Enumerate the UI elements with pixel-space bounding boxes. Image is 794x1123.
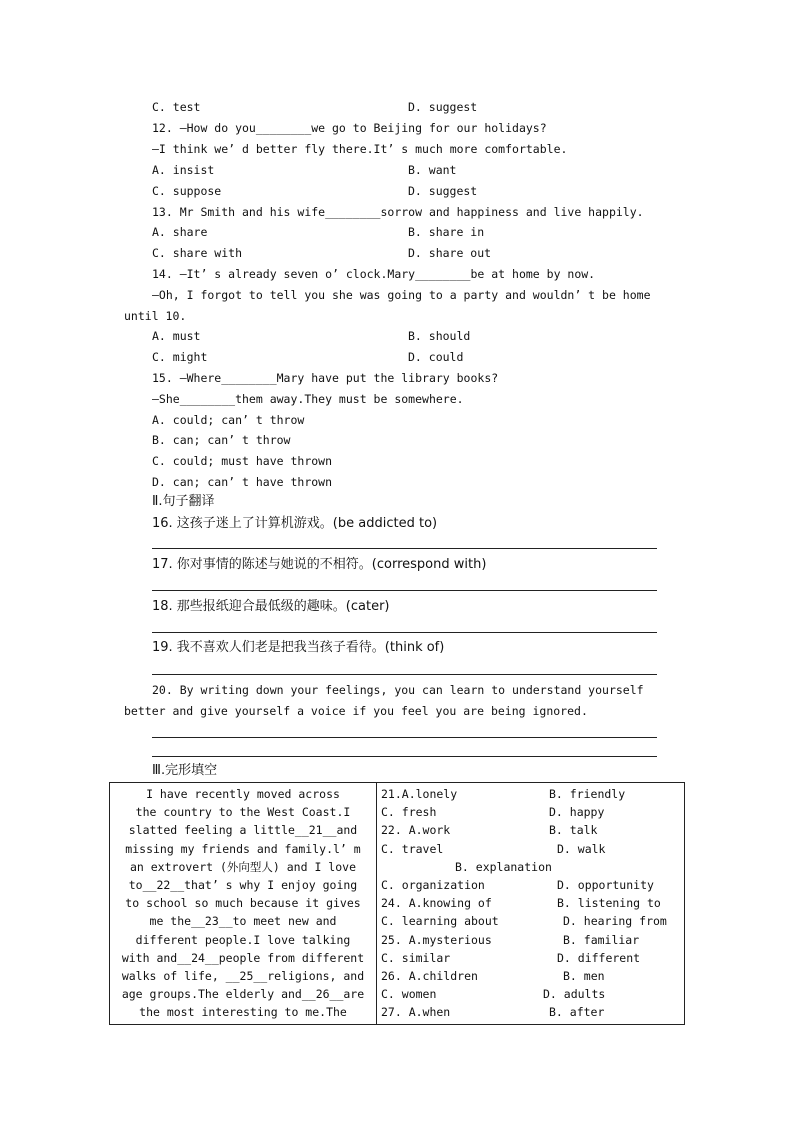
option-a: 21.A.lonely [381, 787, 458, 801]
option-a: C. fresh [381, 805, 437, 820]
option-b: B. explanation [455, 859, 552, 874]
question-12-reply: —I think we’ d better fly there.It’ s much more comfortable. [152, 142, 568, 156]
section-2-heading: Ⅱ.句子翻译 [152, 494, 215, 509]
option-b: D. hearing from [563, 914, 667, 929]
option-12b: B. want [408, 163, 457, 177]
option-b: D. walk [557, 841, 606, 856]
option-row [381, 803, 680, 821]
option-a: C. similar [381, 950, 451, 965]
question-16-text: 16. 这孩子迷上了计算机游戏。(be addicted to) [152, 516, 438, 531]
question-13: 13. Mr Smith and his wife________sorrow and happiness and live happily. [152, 205, 644, 219]
option-a: C. learning about [381, 914, 499, 929]
section-3-heading: Ⅲ.完形填空 [152, 763, 218, 778]
question-20: 20. By writing down your feelings, you can learn to understand yourself [152, 683, 644, 697]
option-13a: A. share [152, 225, 208, 239]
question-20-cont: better and give yourself a voice if you feel you are being ignored. [124, 704, 588, 718]
passage-line: to school so much because it gives [125, 896, 361, 911]
option-a: 27. A.when [381, 1005, 451, 1020]
cloze-table [109, 782, 685, 1025]
question-18 [152, 599, 390, 614]
question-19 [152, 640, 444, 655]
answer-line-16[interactable] [152, 548, 657, 549]
option-14b: B. should [408, 329, 471, 343]
passage-line: to__22__that’ s why I enjoy going [128, 878, 358, 893]
option-b: B. listening to [557, 896, 661, 911]
option-a: C. travel [381, 841, 444, 856]
cloze-passage [110, 783, 377, 1025]
option-b: B. after [549, 1005, 605, 1020]
question-17 [152, 557, 486, 572]
option-row [381, 1003, 680, 1021]
passage-line: missing my friends and family.l’ m [125, 841, 361, 856]
option-12a: A. insist [152, 163, 215, 177]
question-16 [152, 516, 437, 531]
option-row [381, 858, 680, 876]
option-row [381, 876, 680, 894]
option-b: B. friendly [549, 787, 626, 801]
question-14: 14. —It’ s already seven o’ clock.Mary________be at home by now. [152, 267, 596, 281]
answer-line-17[interactable] [152, 590, 657, 591]
option-a: 26. A.children [381, 968, 478, 983]
passage-line: with and__24__people from different [121, 950, 365, 965]
option-row [381, 912, 680, 930]
option-15a: A. could; can’ t throw [152, 413, 305, 427]
question-14-reply-cont: until 10. [124, 309, 187, 323]
question-17-text: 17. 你对事情的陈述与她说的不相符。(correspond with) [152, 557, 487, 572]
question-15-reply: —She________them away.They must be somewhere. [152, 392, 464, 406]
cloze-options [377, 783, 685, 1025]
option-15c: C. could; must have thrown [152, 454, 333, 468]
option-12d: D. suggest [408, 184, 478, 198]
option-a: 22. A.work [381, 823, 451, 838]
option-b: D. happy [549, 805, 605, 820]
question-18-text: 18. 那些报纸迎合最低级的趣味。(cater) [152, 599, 390, 614]
option-row [381, 785, 680, 803]
passage-line: slatted feeling a little__21__and [128, 823, 358, 838]
passage-line: me the__23__to meet new and [149, 914, 337, 929]
passage-line: walks of life, __25__religions, and [121, 969, 365, 984]
option-b: B. familiar [563, 932, 640, 947]
option-14c: C. might [152, 350, 208, 364]
answer-line-19[interactable] [152, 674, 657, 675]
option-11d: D. suggest [408, 100, 478, 114]
option-b: B. men [563, 968, 605, 983]
option-a: C. organization [381, 877, 485, 892]
question-12: 12. —How do you________we go to Beijing for our holidays? [152, 121, 547, 135]
answer-line-20b[interactable] [152, 756, 657, 757]
option-b: D. adults [543, 987, 606, 1002]
passage-line: different people.I love talking [135, 932, 351, 947]
option-14a: A. must [152, 329, 201, 343]
question-14-reply: —Oh, I forgot to tell you she was going to a party and wouldn’ t be home [152, 288, 651, 302]
option-11c: C. test [152, 100, 201, 114]
option-13c: C. share with [152, 246, 243, 260]
option-14d: D. could [408, 350, 464, 364]
passage-line [114, 858, 372, 876]
passage-line: age groups.The elderly and__26__are [121, 987, 365, 1002]
option-13d: D. share out [408, 246, 492, 260]
option-a: 25. A.mysterious [381, 932, 492, 947]
option-15b: B. can; can’ t throw [152, 433, 291, 447]
option-b: B. talk [549, 823, 598, 838]
option-row [381, 931, 680, 949]
option-a: C. women [381, 987, 437, 1002]
option-12c: C. suppose [152, 184, 222, 198]
option-row [381, 985, 680, 1003]
option-13b: B. share in [408, 225, 485, 239]
answer-line-18[interactable] [152, 632, 657, 633]
answer-line-20a[interactable] [152, 737, 657, 738]
option-15d: D. can; can’ t have thrown [152, 475, 333, 489]
option-b: D. different [557, 950, 641, 965]
passage-line: I have recently moved across [146, 787, 340, 801]
option-row [381, 821, 680, 839]
passage-line: the most interesting to me.The [139, 1005, 347, 1020]
option-row [381, 949, 680, 967]
question-19-text: 19. 我不喜欢人们老是把我当孩子看待。(think of) [152, 640, 445, 655]
passage-line: the country to the West Coast.I [135, 805, 351, 820]
passage-line-text: an extrovert (外向型人) and I love [129, 859, 356, 874]
question-15: 15. —Where________Mary have put the library books? [152, 371, 499, 385]
option-a: 24. A.knowing of [381, 896, 492, 911]
option-b: D. opportunity [557, 877, 654, 892]
option-row [381, 967, 680, 985]
option-row [381, 894, 680, 912]
option-row [381, 840, 680, 858]
